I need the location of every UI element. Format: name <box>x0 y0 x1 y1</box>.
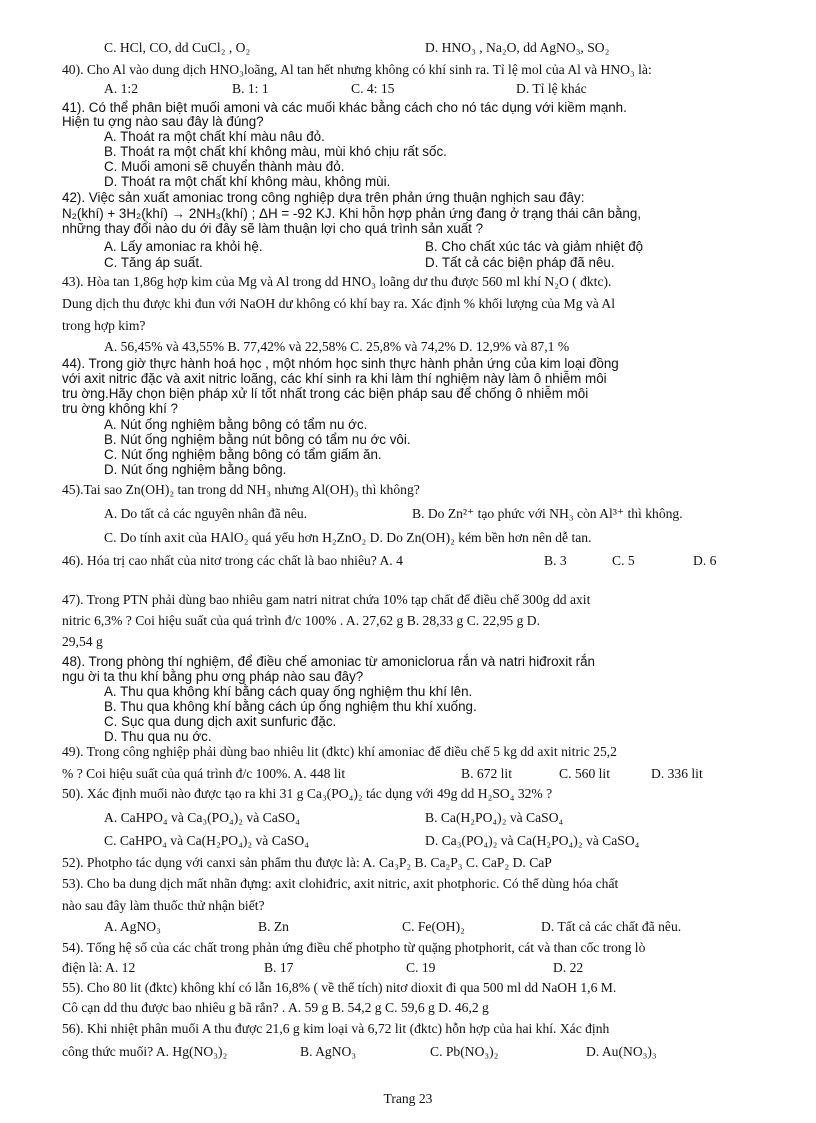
q50-option-a: A. CaHPO₄ và Ca₃(PO₄)₂ và CaSO₄ <box>104 810 300 825</box>
q53-option-d: D. Tất cả các chất đã nêu. <box>541 919 682 934</box>
q48-text: 48). Trong phòng thí nghiệm, để điều chế amoniac từ amoniclorua rắn và natri hiđroxit rắn <box>62 654 595 669</box>
q40-option-a: A. 1:2 <box>104 81 138 96</box>
q42-option-c: C. Tăng áp suất. <box>104 255 203 270</box>
q43-options: A. 56,45% và 43,55% B. 77,42% và 22,58% C. 25,8% và 74,2% D. 12,9% và 87,1 % <box>104 339 570 354</box>
q54-text: 54). Tổng hệ số của các chất trong phản ứng điều chế photpho từ quặng photphorit, cát và than cốc trong lò <box>62 940 646 955</box>
q41-option-d: D. Thoát ra một chất khí không màu, không mùi. <box>104 174 391 189</box>
q55-text: 55). Cho 80 lit (đktc) không khí có lẫn 16,8% ( về thể tích) nitơ dioxit đi qua 500 ml dd NaOH 1,6 M. <box>62 980 617 995</box>
q46-option-c: C. 5 <box>612 553 635 568</box>
q44-option-d: D. Nút ống nghiệm bằng bông. <box>104 462 287 477</box>
q56-text-2: công thức muối? A. Hg(NO₃)₂ <box>62 1044 228 1059</box>
q48-option-c: C. Sục qua dung dịch axit sunfuric đặc. <box>104 714 337 729</box>
q41-option-c: C. Muối amoni sẽ chuyển thành màu đỏ. <box>104 159 345 174</box>
q53-option-a: A. AgNO₃ <box>104 919 161 934</box>
q40-option-b: B. 1: 1 <box>232 81 269 96</box>
q45-options-cd: C. Do tính axit của HAlO₂ quá yếu hơn H₂ZnO₂ D. Do Zn(OH)₂ kém bền hơn nên dễ tan. <box>104 530 592 545</box>
page-number: Trang 23 <box>383 1091 433 1106</box>
q50-text: 50). Xác định muối nào được tạo ra khi 31 g Ca₃(PO₄)₂ tác dụng với 49g dd H₂SO₄ 32% ? <box>62 786 553 801</box>
q48-option-d: D. Thu qua nu ớc. <box>104 729 212 744</box>
q45-option-b: B. Do Zn²⁺ tạo phức với NH₃ còn Al³⁺ thì không. <box>412 506 683 521</box>
q44-option-b: B. Nút ống nghiệm bằng nút bông có tẩm nu ớc vôi. <box>104 432 411 447</box>
q41-text: 41). Có thể phân biệt muối amoni và các muối khác bằng cách cho nó tác dụng với kiềm mạnh. <box>62 100 627 115</box>
q46-option-b: B. 3 <box>544 553 567 568</box>
q39-option-d: D. HNO₃ , Na₂O, dd AgNO₃, SO₂ <box>425 40 610 55</box>
q54-text-2: điện là: A. 12 <box>62 960 136 975</box>
q44-option-c: C. Nút ống nghiệm bằng bông có tẩm giấm ăn. <box>104 447 382 462</box>
q44-text-4: tru ờng không khí ? <box>62 401 178 416</box>
q44-option-a: A. Nút ống nghiệm bằng bông có tẩm nu ớc. <box>104 417 368 432</box>
q44-text-3: tru ờng.Hãy chọn biện pháp xử lí tốt nhất trong các biện pháp sau để chống ô nhiễm môi <box>62 386 589 401</box>
q53-option-c: C. Fe(OH)₂ <box>402 919 465 934</box>
q43-text: 43). Hòa tan 1,86g hợp kim của Mg và Al trong dd HNO₃ loãng dư thu được 560 ml khí N₂O ( đktc). <box>62 274 612 289</box>
q52-text: 52). Photpho tác dụng với canxi sản phẩm thu được là: A. Ca₃P₂ B. Ca₂P₃ C. CaP₂ D. CaP <box>62 855 552 870</box>
q40-option-d: D. Tỉ lệ khác <box>516 81 587 96</box>
q40-option-c: C. 4: 15 <box>351 81 395 96</box>
q54-option-b: B. 17 <box>264 960 294 975</box>
q53-text: 53). Cho ba dung dịch mất nhãn đựng: axit clohiđric, axit nitric, axit photphoric. Có thể dùng hóa chất <box>62 876 619 891</box>
q44-text: 44). Trong giờ thực hành hoá học , một nhóm học sinh thực hành phản ứng của kim loại đồng <box>62 356 619 371</box>
q44-text-2: với axit nitric đặc và axit nitric loãng, các khí sinh ra khi làm thí nghiệm này làm ô nhiễm môi <box>62 371 607 386</box>
q50-option-b: B. Ca(H₂PO₄)₂ và CaSO₄ <box>425 810 564 825</box>
q53-option-b: B. Zn <box>258 919 289 934</box>
q47-text: 47). Trong PTN phải dùng bao nhiêu gam natri nitrat chứa 10% tạp chất để điều chế 300g dd axit <box>62 592 591 607</box>
q50-option-d: D. Ca₃(PO₄)₂ và Ca(H₂PO₄)₂ và CaSO₄ <box>425 833 640 848</box>
q40-text: 40). Cho Al vào dung dịch HNO₃loãng, Al tan hết nhưng không có khí sinh ra. Tỉ lệ mol của Al và HNO₃ là: <box>62 62 652 77</box>
q41-option-a: A. Thoát ra một chất khí màu nâu đỏ. <box>104 129 325 144</box>
q46-text: 46). Hóa trị cao nhất của nitơ trong các chất là bao nhiêu? A. 4 <box>62 553 403 568</box>
q43-text-2: Dung dịch thu được khi đun với NaOH dư không có khí bay ra. Xác định % khối lượng của Mg và Al <box>62 296 615 311</box>
q42-text: 42). Việc sản xuất amoniac trong công nghiệp dựa trên phản ứng thuận nghịch sau đây: <box>62 190 585 205</box>
q43-text-3: trong hợp kim? <box>62 318 146 333</box>
q39-option-c: C. HCl, CO, dd CuCl₂ , O₂ <box>104 40 251 55</box>
q42-option-b: B. Cho chất xúc tác và giảm nhiệt độ <box>425 239 644 254</box>
q55-text-2: Cô cạn dd thu được bao nhiêu g bã rắn? . A. 59 g B. 54,2 g C. 59,6 g D. 46,2 g <box>62 1000 489 1015</box>
q48-option-b: B. Thu qua không khí bằng cách úp ống nghiệm thu khí xuống. <box>104 699 477 714</box>
q50-option-c: C. CaHPO₄ và Ca(H₂PO₄)₂ và CaSO₄ <box>104 833 309 848</box>
q42-option-d: D. Tất cả các biện pháp đã nêu. <box>425 255 615 270</box>
q41-option-b: B. Thoát ra một chất khí không màu, mùi khó chịu rất sốc. <box>104 144 447 159</box>
q42-equation: N₂(khí) + 3H₂(khí) → 2NH₃(khí) ; ΔH = -92 KJ. Khi hỗn hợp phản ứng đang ở trạng thái cân bằng, <box>62 206 642 221</box>
q49-text: 49). Trong công nghiệp phải dùng bao nhiêu lit (đktc) khí amoniac để điều chế 5 kg dd axit nitric 25,2 <box>62 744 617 759</box>
q45-text: 45).Tai sao Zn(OH)₂ tan trong dd NH₃ nhưng Al(OH)₃ thì không? <box>62 482 420 497</box>
q56-option-c: C. Pb(NO₃)₂ <box>430 1044 499 1059</box>
q49-option-c: C. 560 lit <box>559 766 610 781</box>
q56-text: 56). Khi nhiệt phân muối A thu được 21,6 g kim loại và 6,72 lit (đktc) hỗn hợp của hai khí. Xác định <box>62 1021 610 1036</box>
q45-option-a: A. Do tất cả các nguyên nhân đã nêu. <box>104 506 308 521</box>
q54-option-d: D. 22 <box>553 960 584 975</box>
q54-option-c: C. 19 <box>406 960 436 975</box>
q49-option-b: B. 672 lit <box>461 766 512 781</box>
q49-option-d: D. 336 lit <box>651 766 703 781</box>
q47-text-2: nitric 6,3% ? Coi hiệu suất của quá trình đ/c 100% . A. 27,62 g B. 28,33 g C. 22,95 g D. <box>62 613 540 628</box>
q42-option-a: A. Lấy amoniac ra khỏi hệ. <box>104 239 263 254</box>
q48-text-2: ngu ời ta thu khí bằng phu ơng pháp nào sau đây? <box>62 669 364 684</box>
q53-text-2: nào sau đây làm thuốc thử nhận biết? <box>62 898 265 913</box>
q42-text-3: những thay đổi nào du ới đây sẽ làm thuận lợi cho quá trình sản xuất ? <box>62 221 484 236</box>
q47-text-3: 29,54 g <box>62 634 103 649</box>
q46-option-d: D. 6 <box>693 553 717 568</box>
q56-option-b: B. AgNO₃ <box>300 1044 357 1059</box>
q49-text-2: % ? Coi hiệu suất của quá trình đ/c 100%. A. 448 lit <box>62 766 346 781</box>
q41-text-2: Hiện tu ợng nào sau đây là đúng? <box>62 114 264 129</box>
q48-option-a: A. Thu qua không khí bằng cách quay ống nghiệm thu khí lên. <box>104 684 473 699</box>
q56-option-d: D. Au(NO₃)₃ <box>586 1044 657 1059</box>
